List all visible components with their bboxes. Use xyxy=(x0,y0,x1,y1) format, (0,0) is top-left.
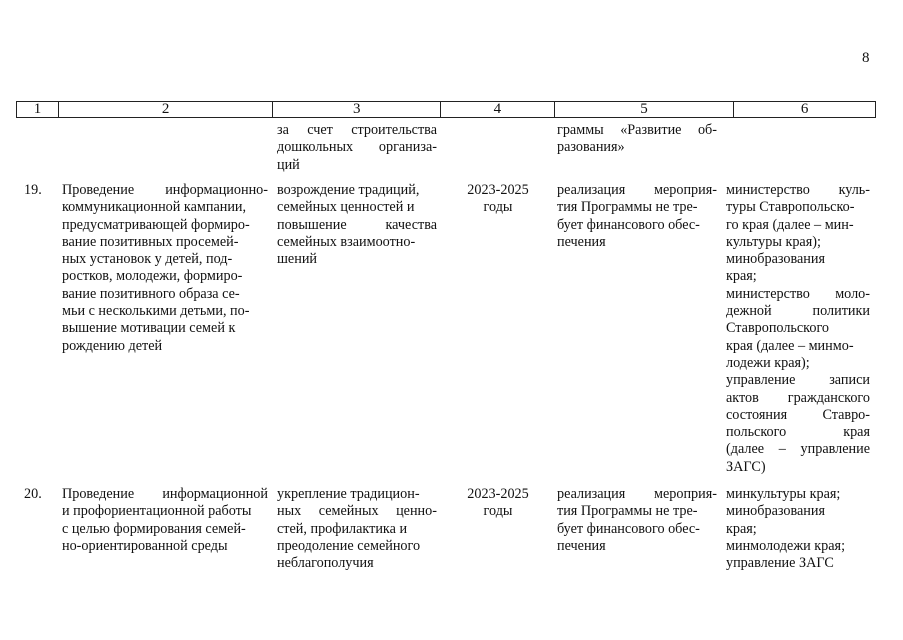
text-line xyxy=(726,182,870,199)
text-line: укрепление традицион- xyxy=(277,486,420,502)
header-col-4: 4 xyxy=(441,102,555,117)
text-line: 2023-2025 xyxy=(467,182,529,198)
word: – xyxy=(778,441,786,458)
text-line: с целью формирования семей- xyxy=(62,520,246,537)
text-line: рождению детей xyxy=(62,337,163,354)
header-col-2: 2 xyxy=(59,102,274,117)
text-line: тия Программы не тре- xyxy=(557,503,698,520)
text-line xyxy=(62,486,268,503)
word: (далее xyxy=(726,441,765,458)
text-line: тия Программы не тре- xyxy=(557,199,698,216)
word: организа- xyxy=(378,139,437,156)
text-line xyxy=(277,503,437,520)
text-line: годы xyxy=(483,503,513,520)
text-line: минмолодежи края; xyxy=(726,537,846,554)
text-line xyxy=(726,372,870,389)
text-line xyxy=(726,286,870,303)
text-line: туры Ставропольско- xyxy=(726,199,855,216)
text-line: управление ЗАГС xyxy=(726,555,834,572)
word: моло- xyxy=(835,285,870,302)
text-line: края; xyxy=(726,520,757,537)
word: куль- xyxy=(838,182,870,198)
text-line xyxy=(557,486,717,503)
text-line: коммуникационной кампании, xyxy=(62,199,247,216)
text-line: бует финансового обес- xyxy=(557,216,700,233)
word: Ставро- xyxy=(822,406,870,423)
text-line xyxy=(726,407,870,424)
text-line: края; xyxy=(726,268,757,285)
word: семейных xyxy=(318,503,379,520)
word: счет xyxy=(307,122,333,138)
text-line: ных установок у детей, под- xyxy=(62,251,233,268)
word: за xyxy=(277,122,289,138)
text-line: годы xyxy=(483,199,513,216)
word: ценно- xyxy=(396,503,437,520)
text-line: разования» xyxy=(557,139,625,156)
page-number: 8 xyxy=(862,50,870,66)
text-line: минобразования xyxy=(726,503,826,520)
word: реализация xyxy=(557,486,626,502)
word: управление xyxy=(726,372,796,389)
text-line: ростков, молодежи, формиро- xyxy=(62,268,243,285)
word: ных xyxy=(277,503,302,520)
word: Проведение xyxy=(62,182,135,198)
word: мероприя- xyxy=(654,182,717,198)
word: министерство xyxy=(726,182,810,198)
row-20-financing xyxy=(557,486,717,555)
text-line xyxy=(277,217,437,234)
table-header-row xyxy=(16,101,876,118)
word: Проведение xyxy=(62,486,135,502)
row-20-description xyxy=(62,486,268,555)
text-line: неблагополучия xyxy=(277,555,374,572)
text-line: Ставропольского xyxy=(726,320,830,337)
row-20-result xyxy=(277,486,437,572)
row-19-result xyxy=(277,182,437,268)
text-line: стей, профилактика и xyxy=(277,520,408,537)
text-line: преодоление семейного xyxy=(277,537,421,554)
text-line xyxy=(726,303,870,320)
word: мероприя- xyxy=(654,486,717,502)
word: состояния xyxy=(726,406,788,423)
text-line xyxy=(726,424,870,441)
word: строительства xyxy=(351,122,437,138)
continuation-col3 xyxy=(277,122,437,174)
word: записи xyxy=(829,372,870,389)
word: дошкольных xyxy=(277,139,354,156)
row-19-financing xyxy=(557,182,717,251)
word: управление xyxy=(800,441,870,458)
header-col-3: 3 xyxy=(273,102,441,117)
row-number xyxy=(24,486,54,503)
word: актов xyxy=(726,389,759,406)
word: дежной xyxy=(726,303,772,320)
text-line: минкультуры края; xyxy=(726,486,841,502)
text-line xyxy=(726,390,870,407)
text-line: вышение мотивации семей к xyxy=(62,320,236,337)
row-19-period xyxy=(446,182,550,217)
text-line xyxy=(277,122,437,139)
word: об- xyxy=(697,122,717,138)
text-line: мьи с несколькими детьми, по- xyxy=(62,303,250,320)
text-line: и профориентационной работы xyxy=(62,503,252,520)
row-19-description xyxy=(62,182,268,355)
text-line: печения xyxy=(557,537,606,554)
text-line: вание позитивных просемей- xyxy=(62,233,239,250)
word: министерство xyxy=(726,285,810,302)
header-col-1: 1 xyxy=(17,102,59,117)
text-line: бует финансового обес- xyxy=(557,520,700,537)
header-col-5: 5 xyxy=(555,102,735,117)
word: информационной xyxy=(162,486,268,502)
word: края xyxy=(843,424,870,441)
row-number-text: 19. xyxy=(24,182,42,198)
text-line xyxy=(726,441,870,458)
text-line xyxy=(277,139,437,156)
text-line: печения xyxy=(557,233,606,250)
text-line xyxy=(62,182,268,199)
continuation-col5 xyxy=(557,122,717,157)
text-line: но-ориентированной среды xyxy=(62,537,228,554)
row-19-executors xyxy=(726,182,870,476)
word: информационно- xyxy=(165,182,268,198)
text-line: 2023-2025 xyxy=(467,486,529,502)
word: повышение xyxy=(277,216,347,233)
word: «Развитие xyxy=(620,122,682,138)
row-number xyxy=(24,182,54,199)
text-line: минобразования xyxy=(726,251,826,268)
text-line: шений xyxy=(277,251,317,268)
text-line: культуры края); xyxy=(726,233,821,250)
text-line xyxy=(557,122,717,139)
word: граммы xyxy=(557,122,604,138)
row-number-text: 20. xyxy=(24,486,42,502)
text-line: семейных взаимоотно- xyxy=(277,233,416,250)
text-line xyxy=(557,182,717,199)
text-line: вание позитивного образа се- xyxy=(62,285,240,302)
text-line: го края (далее – мин- xyxy=(726,216,854,233)
row-20-executors xyxy=(726,486,870,572)
row-20-period xyxy=(446,486,550,521)
text-line: ций xyxy=(277,156,300,173)
text-line: края (далее – минмо- xyxy=(726,337,854,354)
word: гражданского xyxy=(787,389,870,406)
word: политики xyxy=(812,303,870,320)
word: качества xyxy=(385,216,437,233)
text-line: ЗАГС) xyxy=(726,458,766,475)
text-line: возрождение традиций, xyxy=(277,182,420,198)
word: польского xyxy=(726,424,787,441)
header-col-6: 6 xyxy=(800,101,809,117)
text-line: лодежи края); xyxy=(726,354,810,371)
text-line: предусматривающей формиро- xyxy=(62,216,250,233)
text-line: семейных ценностей и xyxy=(277,199,415,216)
word: реализация xyxy=(557,182,626,198)
